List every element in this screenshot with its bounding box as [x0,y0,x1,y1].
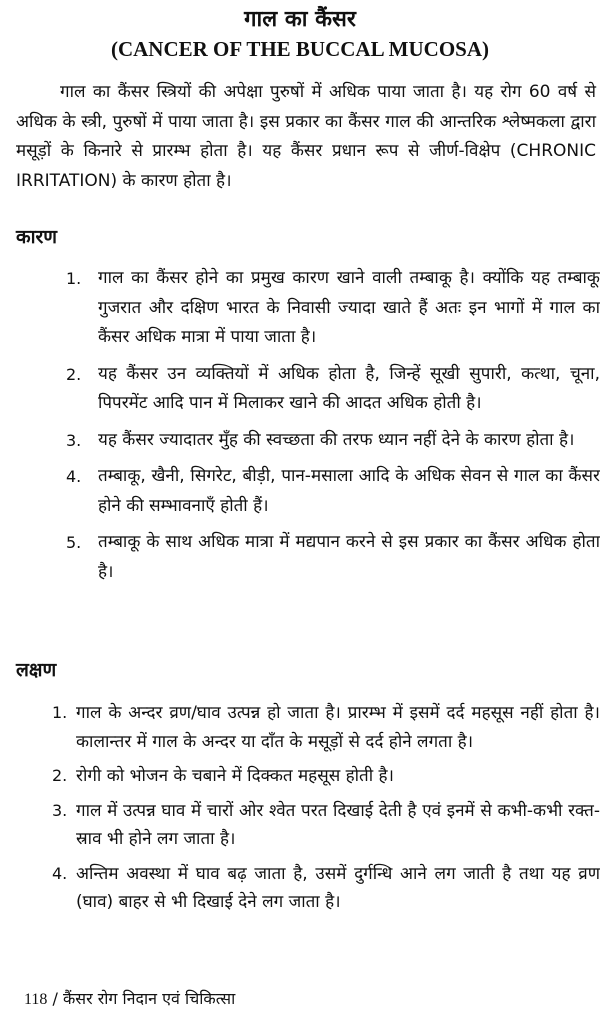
item-number: 3. [52,800,68,820]
page-footer [24,988,235,1011]
item-number: 2. [52,766,68,785]
item-text: यह कैंसर उन व्यक्तियों में अधिक होता है, जिन्हें सूखी सुपारी, कत्था, चूना, पिपरमेंट आदि पान में मिलाकर खाने की आदत अधिक होती है। [98,363,600,413]
item-text: गाल के अन्दर व्रण/घाव उत्पन्न हो जाता है। प्रारम्भ में इसमें दर्द महसूस नहीं होता है। कालान्तर में गाल के अन्दर या दाँत के मसूड़ों से दर्द होने लगता है। [76,703,600,752]
item-number: 2. [66,364,82,384]
item-text: तम्बाकू, खैनी, सिगरेट, बीड़ी, पान-मसाला आदि के अधिक सेवन से गाल का कैंसर होने की सम्भावनाएँ होती हैं। [98,466,600,516]
list-item [66,426,600,456]
footer-separator: / [52,989,58,1008]
item-text: अन्तिम अवस्था में घाव बढ़ जाता है, उसमें दुर्गन्धि आने लग जाती है तथा यह व्रण (घाव) बाहर से भी दिखाई देने लग जाता है। [76,863,600,912]
item-text: गाल का कैंसर होने का प्रमुख कारण खाने वाली तम्बाकू है। क्योंकि यह तम्बाकू गुजरात और दक्षिण भारत के निवासी ज्यादा खाते हैं अतः इन भागों में गाल का कैंसर अधिक मात्रा में पाया जाता है। [98,268,600,347]
intro-paragraph: गाल का कैंसर स्त्रियों की अपेक्षा पुरुषों में अधिक पाया जाता है। यह रोग 60 वर्ष से अधिक के स्त्री, पुरुषों में पाया जाता है। इस प्रकार का कैंसर गाल की आन्तरिक श्लेष्मकला द्वारा मसूड़ों के किनारे से प्रारम्भ होता है। यह कैंसर प्रधान रूप से जीर्ण-विक्षेप (CHRONIC IRRITATION) के कारण होता है। [16,82,596,191]
page-subtitle: (CANCER OF THE BUCCAL MUCOSA) [110,37,490,61]
causes-heading: कारण [16,226,58,248]
list-item [66,264,600,353]
symptoms-heading: लक्षण [16,659,57,681]
item-text: यह कैंसर ज्यादातर मुँह की स्वच्छता की तरफ ध्यान नहीं देने के कारण होता है। [98,429,575,450]
list-item [52,699,600,756]
book-title: कैंसर रोग निदान एवं चिकित्सा [62,989,236,1008]
item-text: रोगी को भोजन के चबाने में दिक्कत महसूस होती है। [76,766,394,786]
page-title: गाल का कैंसर [244,7,356,32]
symptoms-list [52,699,600,923]
page-number: 118 [24,991,48,1008]
list-item [52,762,600,791]
item-number: 3. [66,430,82,450]
list-item [52,797,600,854]
item-number: 1. [52,703,68,722]
item-number: 4. [66,467,82,486]
list-item [66,528,600,587]
item-number: 4. [52,863,68,883]
causes-list [66,264,600,594]
list-item [66,462,600,521]
item-text: गाल में उत्पन्न घाव में चारों ओर श्वेत परत दिखाई देती है एवं इनमें से कभी-कभी रक्त-स्राव भी होने लग जाता है। [76,800,600,849]
list-item [52,860,600,917]
item-text: तम्बाकू के साथ अधिक मात्रा में मद्यपान करने से इस प्रकार का कैंसर अधिक होता है। [98,532,600,582]
list-item [66,360,600,419]
item-number: 5. [66,533,82,552]
item-number: 1. [66,269,82,288]
